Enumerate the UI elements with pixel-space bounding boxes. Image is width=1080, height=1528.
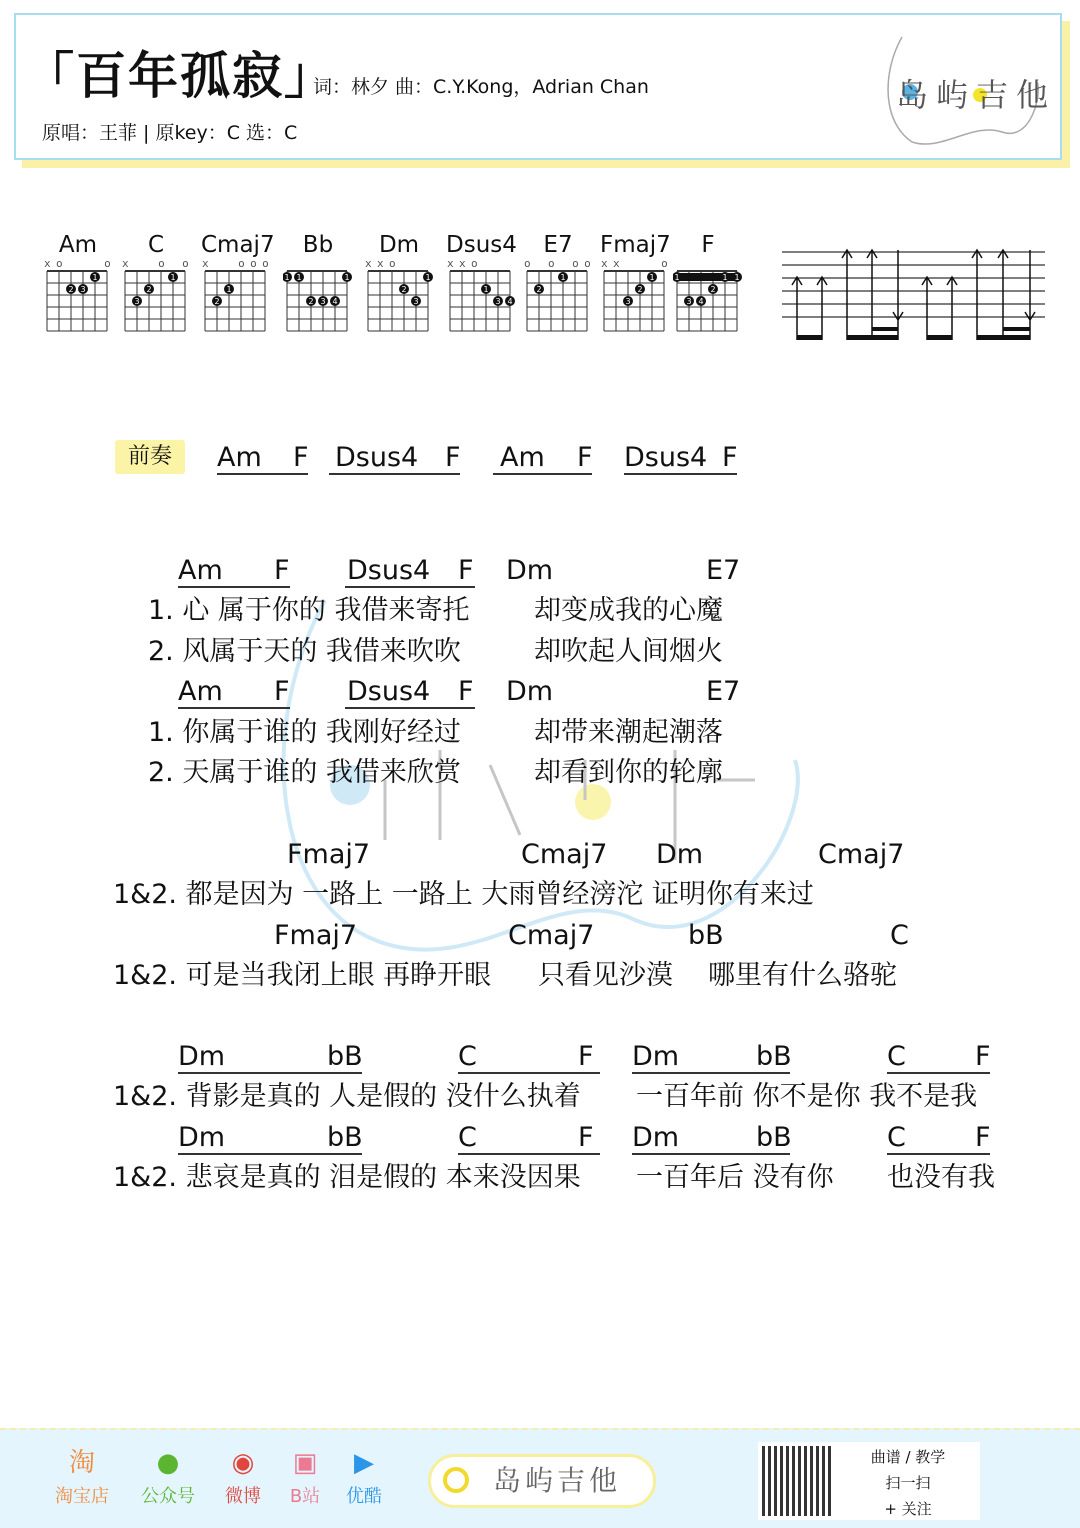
chord: bB <box>327 1122 363 1153</box>
svg-text:2: 2 <box>146 285 152 294</box>
chord-underline <box>887 1153 990 1155</box>
link-label: 公众号 <box>141 1486 195 1507</box>
svg-text:2: 2 <box>401 285 407 294</box>
link-wechat[interactable] <box>138 1444 198 1508</box>
chord: F <box>458 676 474 707</box>
chord: C <box>890 920 909 951</box>
chord: Am <box>178 676 223 707</box>
chord: E7 <box>706 676 741 707</box>
svg-text:3: 3 <box>686 297 692 306</box>
song-meta: 原唱：王菲 | 原key：C 选：C <box>42 122 298 144</box>
link-taobao[interactable] <box>52 1444 112 1508</box>
chord-underline <box>887 1072 990 1074</box>
chord-underline <box>345 586 475 588</box>
chord: Am <box>217 442 262 473</box>
taobao-icon: 淘 <box>68 1448 95 1478</box>
lyric-line: 2. 天属于谁的 我借来欣赏 <box>148 757 461 788</box>
link-label: 淘宝店 <box>55 1486 109 1507</box>
chord-underline <box>624 473 737 475</box>
chord: F <box>578 1122 594 1153</box>
open-muted-string-markers: x o o <box>122 257 195 270</box>
chord-diagram-name: Dm <box>378 232 420 258</box>
svg-text:3: 3 <box>320 297 326 306</box>
chord: F <box>293 442 309 473</box>
svg-text:1: 1 <box>649 273 655 282</box>
chord: C <box>458 1122 477 1153</box>
chord: F <box>577 442 593 473</box>
chord: F <box>578 1041 594 1072</box>
chord: Am <box>500 442 545 473</box>
chord-diagram-f <box>673 232 743 333</box>
chord-underline <box>217 473 308 475</box>
svg-text:1: 1 <box>560 273 566 282</box>
chord: F <box>274 555 290 586</box>
chord: Dm <box>506 676 554 707</box>
link-youku[interactable] <box>334 1444 394 1508</box>
lyric-line: 1. 你属于谁的 我刚好经过 <box>148 717 461 748</box>
strum-pattern <box>780 245 1045 345</box>
open-muted-string-markers: xo o <box>44 257 117 270</box>
chord-diagram-name: Dsus4 <box>446 232 517 258</box>
bilibili-icon: ▣ <box>292 1448 318 1478</box>
lyric-line: 1&2. 悲哀是真的 泪是假的 本来没因果 <box>113 1162 581 1193</box>
chord: F <box>458 555 474 586</box>
weibo-icon: ◉ <box>231 1448 255 1478</box>
chord-diagram-e7 <box>523 232 597 333</box>
chord: Dm <box>178 1122 226 1153</box>
chord: Fmaj7 <box>287 839 371 870</box>
lyric-line: 1&2. 都是因为 一路上 一路上 大雨曾经滂沱 证明你有来过 <box>113 879 814 910</box>
chord-diagram-name: C <box>147 232 165 258</box>
chord-diagram-bb <box>283 232 353 333</box>
credits: 词：林夕 曲：C.Y.Kong，Adrian Chan <box>313 76 649 98</box>
svg-text:2: 2 <box>68 285 74 294</box>
open-muted-string-markers: x ooo <box>202 257 275 270</box>
link-label: B站 <box>289 1486 321 1507</box>
svg-text:1: 1 <box>284 273 290 282</box>
lyric-line: 一百年前 你不是你 我不是我 <box>636 1081 978 1112</box>
chord: Dm <box>632 1041 680 1072</box>
chord-diagram-name: Am <box>58 232 98 258</box>
qr-code[interactable] <box>762 1446 832 1516</box>
svg-text:1: 1 <box>296 273 302 282</box>
chord: F <box>722 442 738 473</box>
chord-underline <box>458 1153 600 1155</box>
search-icon <box>443 1467 469 1493</box>
youku-icon: ▶ <box>354 1448 374 1478</box>
svg-text:2: 2 <box>710 285 716 294</box>
svg-text:1: 1 <box>734 273 740 282</box>
svg-text:3: 3 <box>80 285 86 294</box>
svg-text:4: 4 <box>332 297 338 306</box>
svg-text:2: 2 <box>536 285 542 294</box>
open-muted-string-markers <box>284 258 356 270</box>
lyric-line: 却带来潮起潮落 <box>534 717 723 748</box>
open-muted-string-markers: xx o <box>601 257 674 270</box>
chord-diagram-dm <box>364 232 438 333</box>
svg-text:3: 3 <box>413 297 419 306</box>
chord-diagram-cmaj7 <box>201 232 275 333</box>
qr-caption: + 关注 <box>884 1500 932 1518</box>
svg-text:3: 3 <box>134 297 140 306</box>
svg-text:2: 2 <box>214 297 220 306</box>
chord: Fmaj7 <box>274 920 358 951</box>
open-muted-string-markers: xxo <box>365 257 438 270</box>
chord: bB <box>756 1122 792 1153</box>
chord: Cmaj7 <box>508 920 595 951</box>
lyric-line: 哪里有什么骆驼 <box>708 960 897 991</box>
lyric-line: 一百年后 没有你 <box>636 1162 834 1193</box>
chord-diagram-name: Fmaj7 <box>600 232 671 258</box>
svg-text:1: 1 <box>483 285 489 294</box>
song-title: 「百年孤寂」 <box>24 47 336 105</box>
lyric-line: 却变成我的心魔 <box>534 595 723 626</box>
svg-text:4: 4 <box>698 297 704 306</box>
chord-underline <box>178 707 290 709</box>
svg-text:1: 1 <box>344 273 350 282</box>
lyric-line: 1&2. 可是当我闭上眼 再睁开眼 <box>113 960 492 991</box>
chord: Dm <box>178 1041 226 1072</box>
chord: C <box>887 1122 906 1153</box>
svg-text:1: 1 <box>674 273 680 282</box>
chord: Dsus4 <box>347 555 431 586</box>
chord: Dsus4 <box>347 676 431 707</box>
chord-underline <box>493 473 592 475</box>
svg-text:1: 1 <box>170 273 176 282</box>
chord: E7 <box>706 555 741 586</box>
open-muted-string-markers <box>674 258 746 270</box>
chord-diagram-name: E7 <box>543 232 573 258</box>
lyric-line: 却吹起人间烟火 <box>534 636 723 667</box>
chord-underline <box>458 1072 600 1074</box>
chord-diagram-name: Cmaj7 <box>201 232 275 258</box>
chord: Am <box>178 555 223 586</box>
search-text: 岛屿吉他 <box>493 1464 622 1497</box>
lyric-line: 只看见沙漠 <box>538 960 673 991</box>
chord: C <box>887 1041 906 1072</box>
svg-text:1: 1 <box>92 273 98 282</box>
chord-diagram-name: Bb <box>302 232 334 258</box>
chord-underline <box>329 473 460 475</box>
chord: Dsus4 <box>624 442 708 473</box>
svg-text:4: 4 <box>507 297 513 306</box>
lyric-line: 1. 心 属于你的 我借来寄托 <box>148 595 470 626</box>
logo <box>882 32 1057 152</box>
chord-diagram-c <box>121 232 195 333</box>
open-muted-string-markers: o o oo <box>524 257 597 270</box>
svg-text:3: 3 <box>495 297 501 306</box>
chord: Cmaj7 <box>521 839 608 870</box>
chord-diagram-dsus4 <box>446 232 520 333</box>
qr-caption: 曲谱 / 教学 <box>870 1448 946 1466</box>
chord: F <box>274 676 290 707</box>
chord-underline <box>178 586 290 588</box>
svg-text:3: 3 <box>625 297 631 306</box>
chord: Cmaj7 <box>818 839 905 870</box>
intro-label: 前奏 <box>115 440 185 474</box>
svg-text:1: 1 <box>226 285 232 294</box>
chord-diagram-am <box>43 232 117 333</box>
chord-diagram-name: F <box>701 232 715 258</box>
chord: F <box>975 1122 991 1153</box>
svg-text:2: 2 <box>308 297 314 306</box>
chord-underline <box>632 1072 790 1074</box>
chord: bB <box>327 1041 363 1072</box>
link-label: 微博 <box>225 1486 261 1507</box>
qr-panel <box>758 1442 980 1520</box>
svg-text:1: 1 <box>425 273 431 282</box>
lyric-line: 也没有我 <box>887 1162 995 1193</box>
footer <box>0 1428 1080 1528</box>
chord: Dm <box>632 1122 680 1153</box>
chord: bB <box>688 920 724 951</box>
link-weibo[interactable] <box>213 1444 273 1508</box>
chord-underline <box>632 1153 790 1155</box>
lyric-line: 却看到你的轮廓 <box>534 757 723 788</box>
link-bilibili[interactable] <box>275 1444 335 1508</box>
chord-underline <box>178 1153 362 1155</box>
chord: C <box>458 1041 477 1072</box>
chord-underline <box>178 1072 362 1074</box>
qr-caption: 扫一扫 <box>885 1474 931 1492</box>
svg-text:2: 2 <box>637 285 643 294</box>
lyric-line: 1&2. 背影是真的 人是假的 没什么执着 <box>113 1081 581 1112</box>
link-label: 优酷 <box>346 1486 382 1507</box>
chord: bB <box>756 1041 792 1072</box>
chord: F <box>975 1041 991 1072</box>
chord: F <box>445 442 461 473</box>
chord: Dm <box>656 839 704 870</box>
open-muted-string-markers: xxo <box>447 257 520 270</box>
svg-text:1: 1 <box>722 273 728 282</box>
lyric-line: 2. 风属于天的 我借来吹吹 <box>148 636 461 667</box>
chord-diagram-fmaj7 <box>600 232 674 333</box>
wechat-icon: ● <box>156 1448 180 1478</box>
chord-underline <box>345 707 475 709</box>
chord: Dm <box>506 555 554 586</box>
logo-text: 岛屿吉他 <box>896 76 1057 114</box>
chord: Dsus4 <box>335 442 419 473</box>
search-box[interactable] <box>428 1454 656 1508</box>
